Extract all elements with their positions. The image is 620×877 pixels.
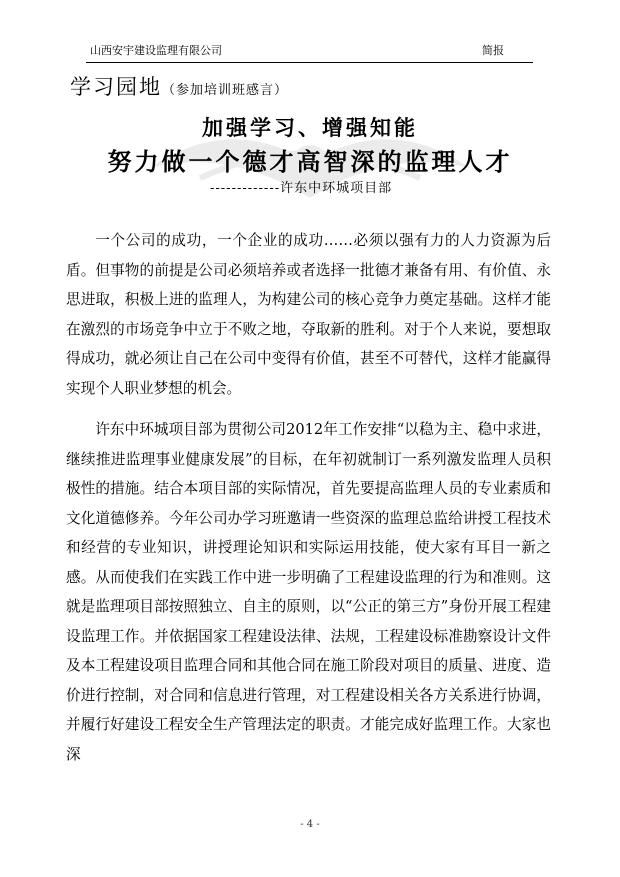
article-title-line2: 努力做一个德才高智深的监理人才 xyxy=(107,148,513,176)
section-title: 学习园地 xyxy=(70,75,162,99)
section-subtitle: （参加培训班感言） xyxy=(162,83,289,98)
paragraph: 一个公司的成功，一个企业的成功……必须以强有力的人力资源为后盾。但事物的前提是公司必须培养或者选择一批德才兼备有用、有价值、永思进取，积极上进的监理人，为构建公司的核心竞争力奠定基础。这样才能在激烈的市场竞争中立于不败之地，夺取新的胜利。对于个人来说，要想取得成功，就必须让自己在公司中变得有价值，甚至不可替代，这样才能赢得实现个人职业梦想的机会。 xyxy=(66,232,551,397)
paragraph: 许东中环城项目部为贯彻公司2012年工作安排“以稳为主、稳中求进，继续推进监理事业健康发展”的目标，在年初就制订一系列激发监理人员积极性的措施。结合本项目部的实际情况，首先要提高监理人员的专业素质和文化道德修养。今年公司办学习班邀请一些资深的监理总监给讲授工程技术和经营的专业知识，讲授理论知识和实际运用技能，使大家有耳目一新之感。从而使我们在实践工作中进一步明确了工程建设监理的行为和准则。这就是监理项目部按照独立、自主的原则，以“公正的第三方”身份开展工程建设监理工作。并依据国家工程建设法律、法规，工程建设标准勘察设计文件及本工程建设项目监理合同和其他合同在施工阶段对项目的质量、进度、造价进行控制，对合同和信息进行管理，对工程建设相关各方关系进行协调，并履行好建设工程安全生产管理法定的职责。才能完成好监理工作。大家也深 xyxy=(66,421,551,763)
section-heading xyxy=(70,74,288,104)
article-title-line1: 加强学习、增强知能 xyxy=(202,116,418,140)
page-header xyxy=(86,44,533,63)
article-body xyxy=(66,226,551,781)
page-number: - 4 - xyxy=(300,819,320,830)
article-byline: -------------许东中环城项目部 xyxy=(210,181,393,196)
document-type: 简报 xyxy=(482,44,504,57)
company-name: 山西安宇建设监理有限公司 xyxy=(90,44,222,57)
